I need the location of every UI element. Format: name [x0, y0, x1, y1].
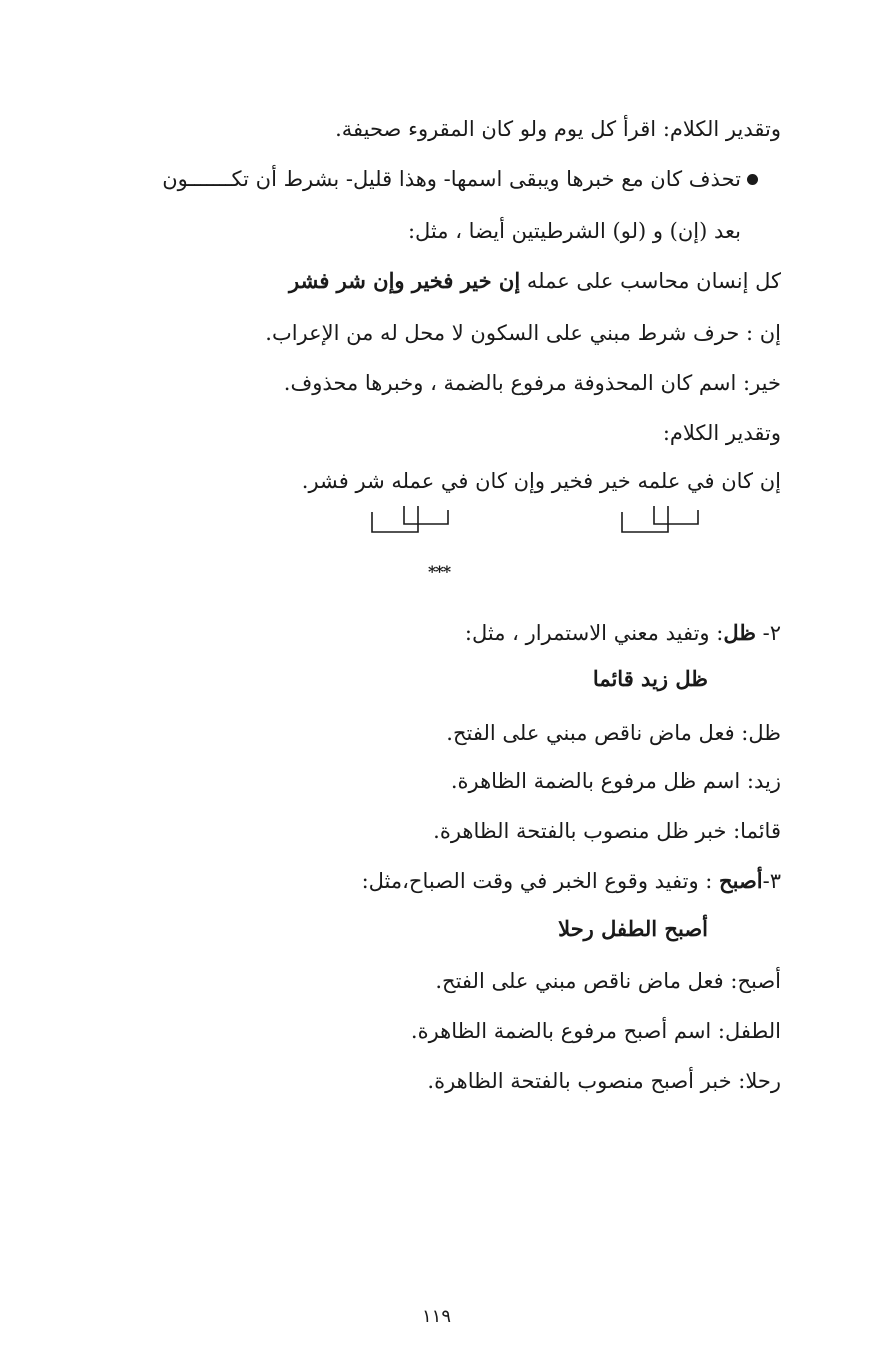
text-line: إن كان في علمه خير فخير وإن كان في عمله شر فشر.	[301, 469, 781, 493]
page-number: ١١٩	[421, 1306, 451, 1327]
text-line: وتقدير الكلام:	[662, 421, 781, 445]
section-keyword: أصبح	[719, 868, 763, 893]
text-line: بعد (إن) و (لو) الشرطيتين أيضا ، مثل:	[407, 219, 741, 243]
text-line: قائما: خبر ظل منصوب بالفتحة الظاهرة.	[433, 819, 781, 843]
example-line: أصبح الطفل رحلا	[558, 916, 708, 941]
text-line: رحلا: خبر أصبح منصوب بالفتحة الظاهرة.	[427, 1069, 781, 1093]
section-number: ٣-	[762, 869, 781, 893]
section-heading	[465, 618, 781, 648]
example-text: كل إنسان محاسب على عمله	[520, 269, 781, 293]
text-line: ظل: فعل ماض ناقص مبني على الفتح.	[446, 721, 781, 745]
omission-bracket-right	[620, 502, 702, 536]
text-line: الطفل: اسم أصبح مرفوع بالضمة الظاهرة.	[410, 1019, 781, 1043]
text-line: أصبح: فعل ماض ناقص مبني على الفتح.	[435, 969, 781, 993]
bullet-icon	[747, 174, 758, 185]
text-line: إن : حرف شرط مبني على السكون لا محل له من الإعراب.	[265, 321, 781, 345]
section-number: ٢-	[755, 621, 781, 645]
text-line: زيد: اسم ظل مرفوع بالضمة الظاهرة.	[450, 769, 781, 793]
omission-bracket-left	[370, 502, 452, 536]
example-line	[289, 266, 781, 296]
section-separator: ***	[428, 562, 451, 581]
section-text: : وتفيد معني الاستمرار ، مثل:	[464, 621, 724, 645]
text-line: تحذف كان مع خبرها ويبقى اسمها- وهذا قليل- بشرط أن تكـــــــون	[162, 167, 741, 191]
example-bold: إن خير فخير وإن شر فشر	[289, 268, 521, 293]
example-line: ظل زيد قائما	[592, 666, 708, 691]
text-line: خير: اسم كان المحذوفة مرفوع بالضمة ، وخبرها محذوف.	[283, 371, 781, 395]
section-text: : وتفيد وقوع الخبر في وقت الصباح،مثل:	[361, 869, 720, 893]
text-line: وتقدير الكلام: اقرأ كل يوم ولو كان المقروء صحيفة.	[335, 117, 781, 141]
section-heading	[362, 866, 781, 896]
section-keyword: ظل	[723, 620, 756, 645]
